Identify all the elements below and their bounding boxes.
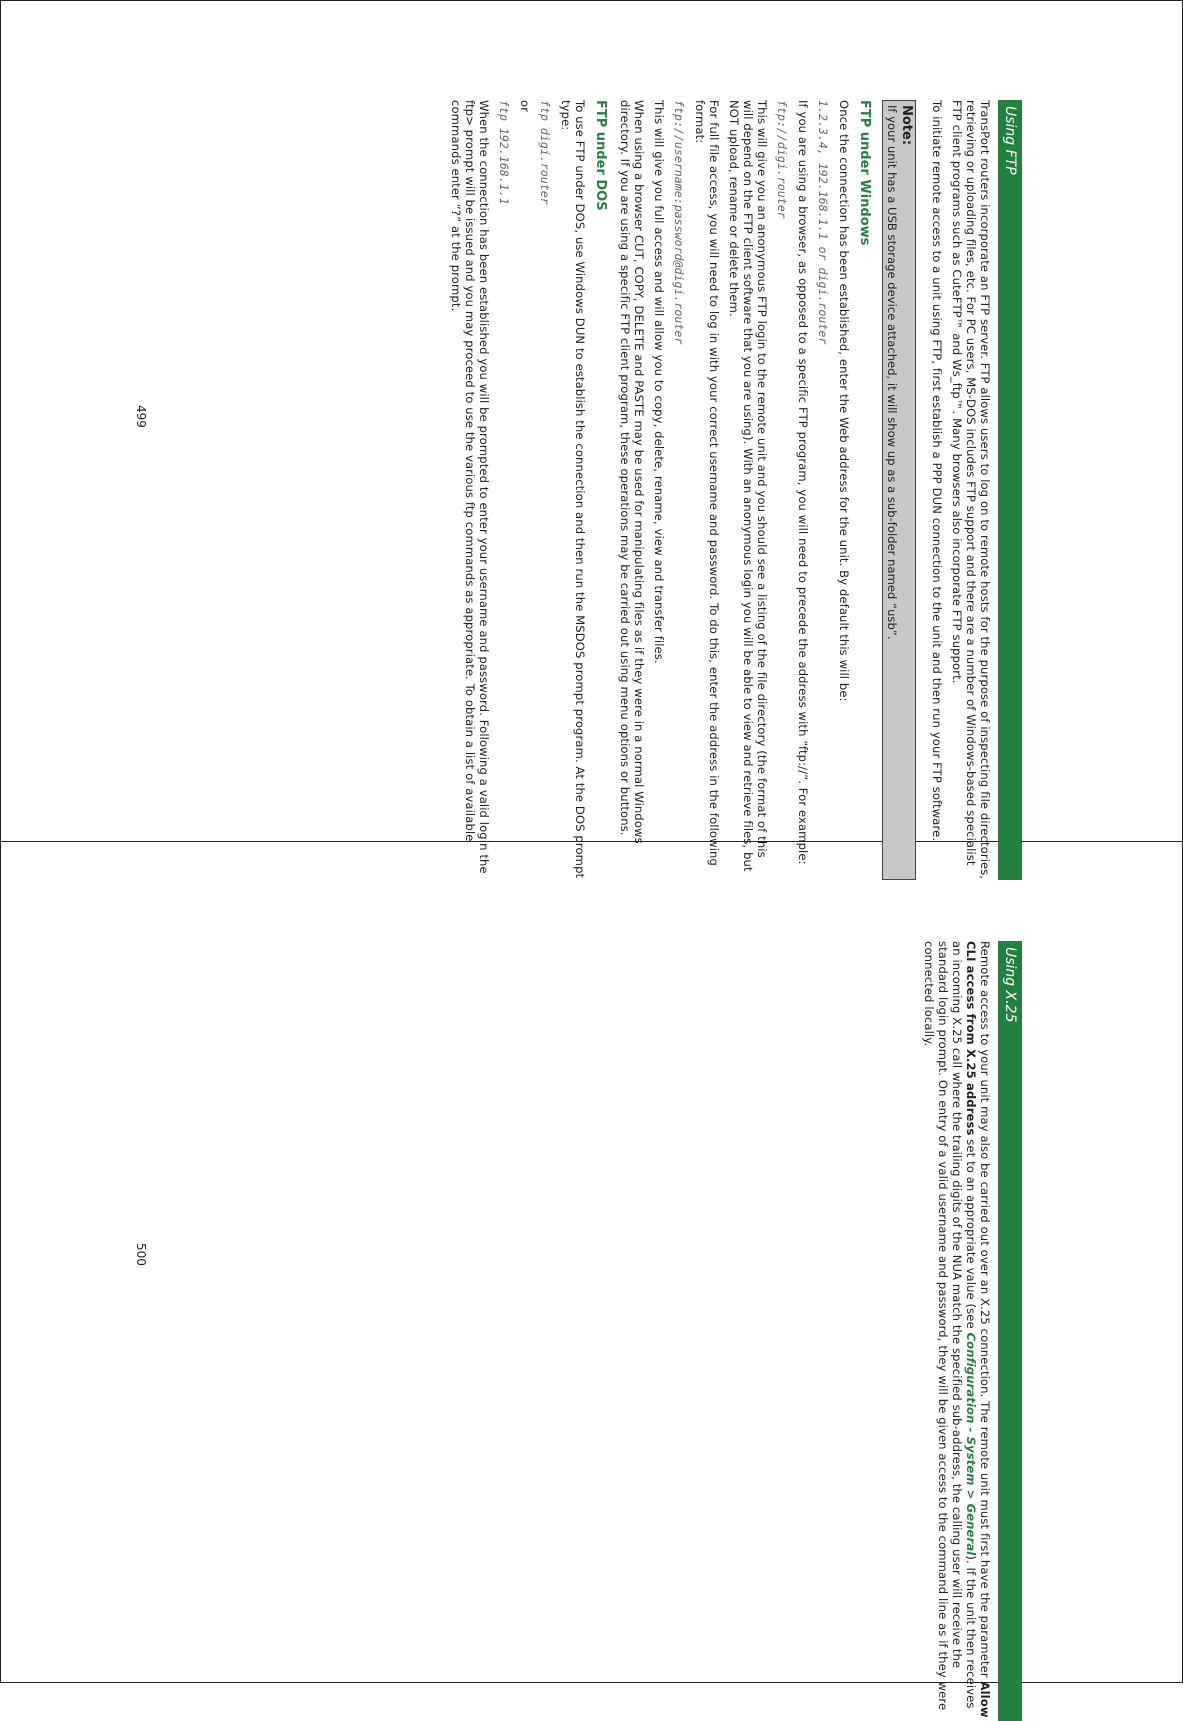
dos-p1: To use FTP under DOS, use Windows DUN to establish the connection and then run the MSDOS prompt program. At the DOS prompt type: [559,100,587,879]
x25-text-3: ). If the unit then receives an incoming X.25 call where the trailing digits of the NUA match the specified sub-address, the calling user will receive the standard login prompt. On entry of a valid username and password, they will be given access to the command line as if they were connected locally. [922,941,978,1711]
section-title-using-x25: Using X.25 [998,941,1022,1721]
x25-param-name: Allow CLI access from X.25 address [964,941,992,1718]
config-link[interactable]: Configuration - System > General [964,1332,978,1556]
note-text: If your unit has a USB storage device attached, it will show up as a sub-folder named “usb”. [885,105,899,640]
page-number-500: 500 [134,1243,148,1266]
section-title-using-ftp: Using FTP [998,100,1022,880]
x25-text-2: set to an appropriate value (see [964,1135,978,1333]
windows-p3: This will give you an anonymous FTP login to the remote unit and you should see a listing of the file directory (the format of this will depend on the FTP client software that you are using). With an anonymous login you will be able to view and retrieve files, but NOT upload, rename or delete them. [727,100,769,872]
dos-p2: When the connection has been established you will be prompted to enter your username and password. Following a valid login the ftp> prompt will be issued and you may proceed to use the various ftp commands as appropriate. To obtain a list of available commands enter “?” at the prompt. [449,100,491,874]
windows-p6: When using a browser CUT, COPY, DELETE and PASTE may be used for manipulating files as if they were in a normal Windows directory. If you are using a specific FTP client program, these operations may be carried out using menu options or buttons. [618,100,646,844]
ftp-intro: TransPort routers incorporate an FTP server. FTP allows users to log on to remote hosts for the purpose of inspecting file directories, retrieving or uploading files, etc. For PC users, MS-DOS includes FTP support and there are a number of Windows-based specialist FTP client programs such as CuteFTP™ and Ws_ftp™. Many browsers also incorporate FTP support. [950,100,992,880]
x25-paragraph [922,941,992,1721]
page-499 [449,100,1022,880]
page-500 [922,941,1022,1721]
dos-code-2: ftp 192.168.1.1 [497,100,511,205]
windows-p2: If you are using a browser, as opposed to a specific FTP program, you will need to precede the address with “ftp://”. For example: [796,100,810,865]
windows-p1: Once the connection has been established, enter the Web address for the unit. By default this will be: [837,100,851,702]
windows-p5: This will give you full access and will allow you to copy, delete, rename, view and transfer files. [652,100,666,664]
dos-or: or [518,100,532,113]
windows-code-login-url: ftp://username:password@digi.router [672,100,686,345]
note-title: Note: [899,105,914,146]
heading-ftp-windows: FTP under Windows [857,100,872,246]
dos-code-1: ftp digi.router [538,100,552,205]
heading-ftp-dos: FTP under DOS [593,100,608,211]
windows-code-ftp-url: ftp://digi.router [775,100,789,219]
windows-p4: For full file access, you will need to log in with your correct username and password. To do this, enter the address in the following format: [693,100,721,866]
x25-text-1: Remote access to your unit may also be carried out over an X.25 connection. The remote unit must first have the parameter [978,941,992,1682]
note-box [882,100,916,880]
windows-code-default-address: 1.2.3.4, 192.168.1.1 or digi.router [816,100,830,345]
page-number-499: 499 [134,405,148,428]
ftp-initiate: To initiate remote access to a unit using FTP, first establish a PPP DUN connection to the unit and then run your FTP software. [930,100,944,842]
